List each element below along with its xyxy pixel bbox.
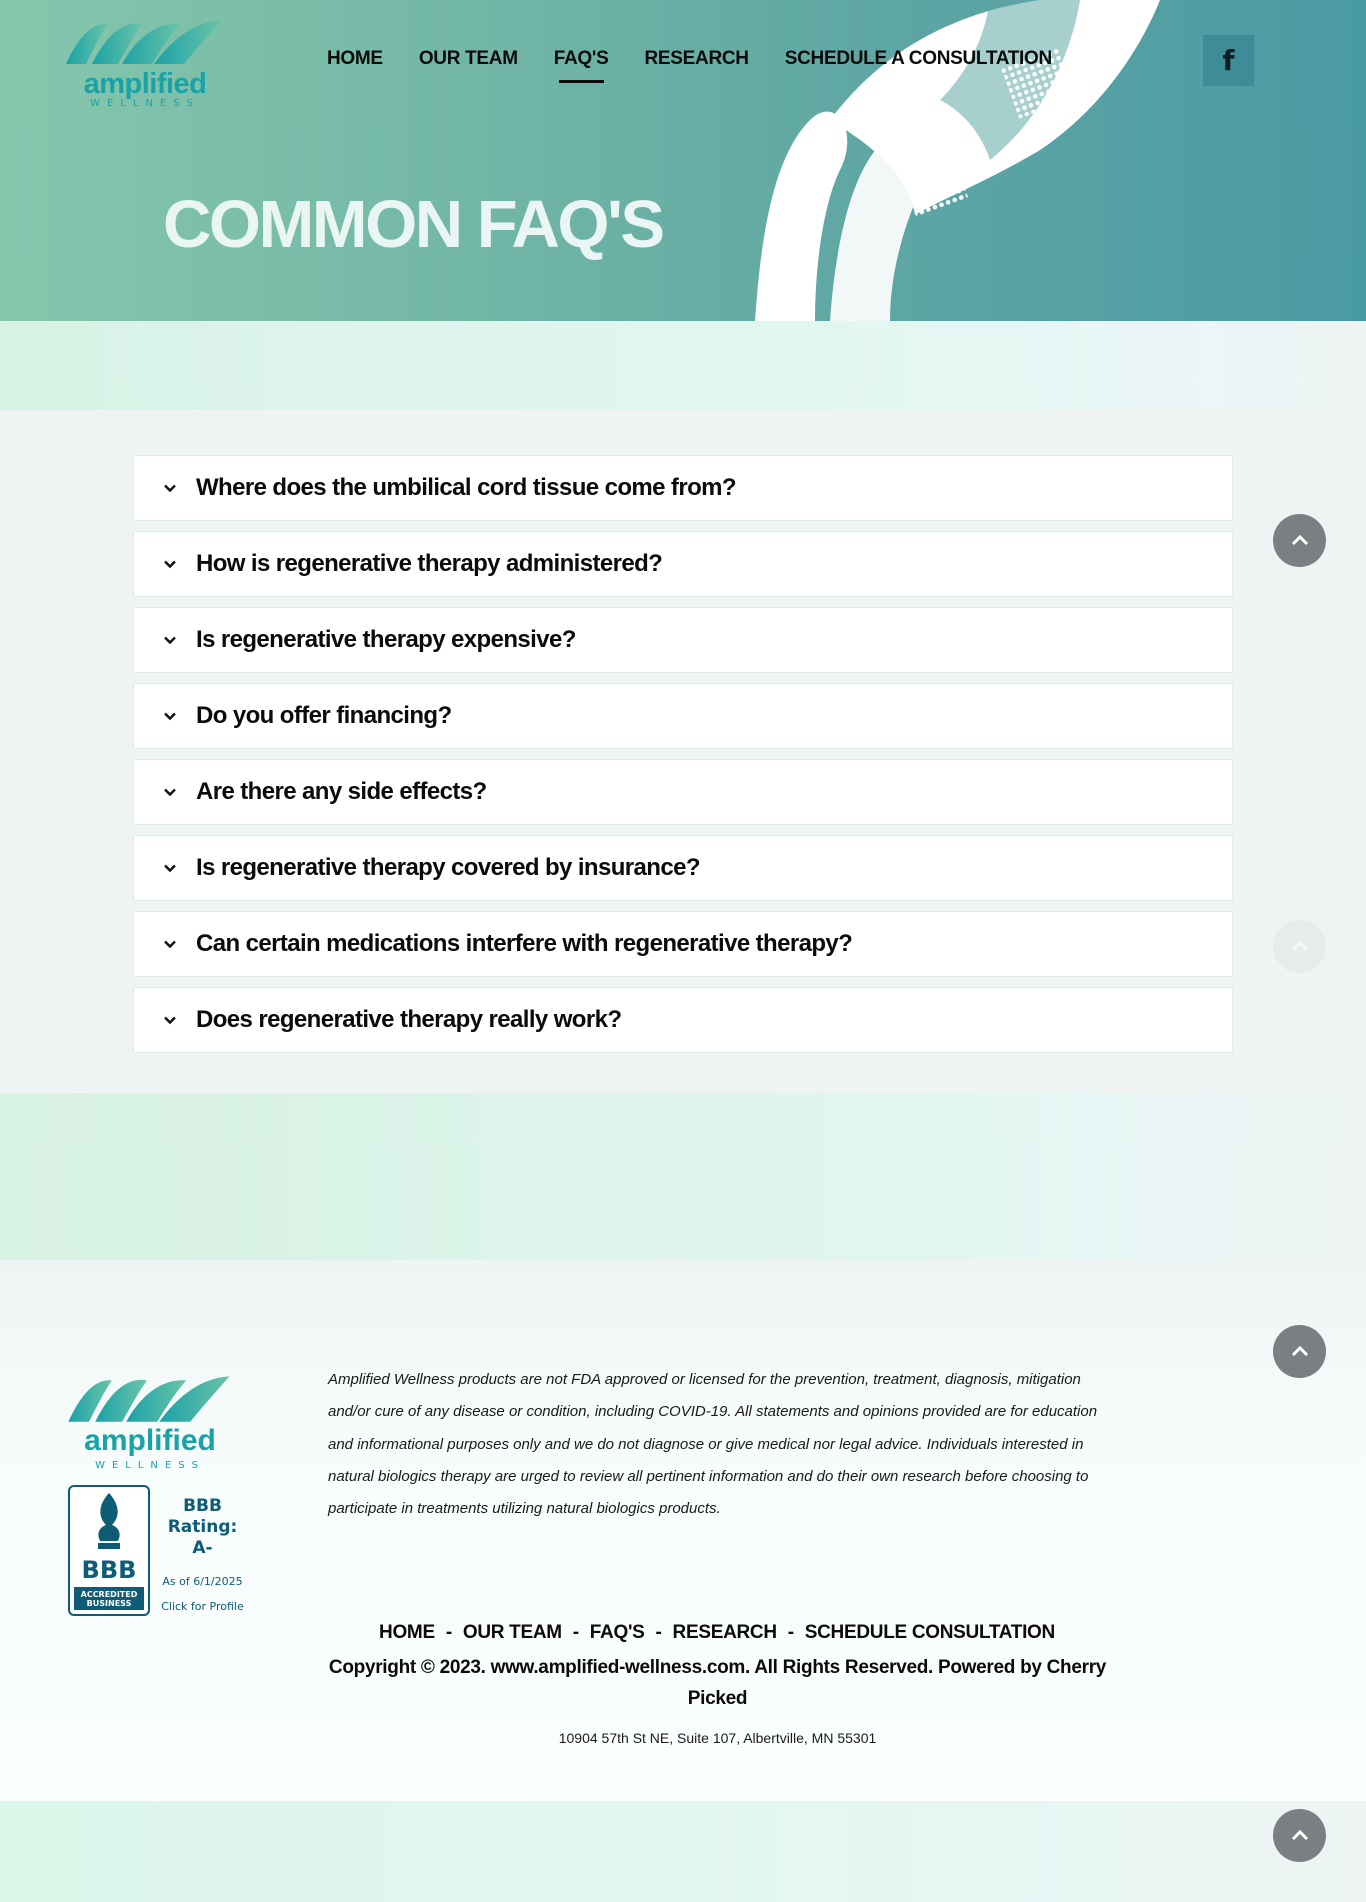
scroll-top-button[interactable] (1273, 920, 1326, 973)
site-footer (0, 1260, 1366, 1801)
chevron-up-icon (1289, 1825, 1311, 1847)
bbb-profile-link[interactable]: Click for Profile (161, 1600, 244, 1613)
faq-question: Are there any side effects? (196, 778, 487, 805)
scroll-top-button[interactable] (1273, 1809, 1326, 1862)
faq-question: How is regenerative therapy administered? (196, 550, 663, 577)
logo-mark-icon (62, 12, 228, 72)
logo-mark-icon (62, 1368, 238, 1430)
faq-item[interactable] (133, 531, 1233, 597)
bbb-accredited-text: ACCREDITED (80, 1590, 138, 1599)
watercolor-band-top (0, 321, 1366, 410)
faq-question: Does regenerative therapy really work? (196, 1006, 622, 1033)
footer-nav-home[interactable]: HOME (379, 1622, 435, 1643)
faq-question: Do you offer financing? (196, 702, 452, 729)
chevron-down-icon (162, 1012, 178, 1028)
nav-research[interactable]: RESEARCH (644, 48, 749, 69)
chevron-up-icon (1289, 936, 1311, 958)
page-title: COMMON FAQ'S (163, 187, 663, 262)
bbb-badge-text: BBB (81, 1556, 137, 1584)
footer-nav-separator: - (572, 1622, 579, 1643)
footer-nav-separator: - (445, 1622, 452, 1643)
faq-item[interactable] (133, 455, 1233, 521)
scroll-top-button[interactable] (1273, 514, 1326, 567)
nav-schedule-consultation[interactable]: SCHEDULE A CONSULTATION (784, 48, 1052, 69)
nav-home[interactable]: HOME (327, 48, 383, 69)
footer-nav-our-team[interactable]: OUR TEAM (462, 1622, 562, 1643)
faq-item[interactable] (133, 911, 1233, 977)
faq-item[interactable] (133, 607, 1233, 673)
chevron-down-icon (162, 480, 178, 496)
faq-question: Is regenerative therapy expensive? (196, 626, 576, 653)
copyright: Copyright © 2023. www.amplified-wellness.com. All Rights Reserved. Powered by Cherry Picked (328, 1657, 1107, 1709)
logo-wordmark: amplified (83, 68, 207, 100)
address: 10904 57th St NE, Suite 107, Albertville, MN 55301 (558, 1730, 877, 1746)
watercolor-band-middle (0, 1093, 1366, 1260)
bbb-rating-block[interactable] (155, 1496, 250, 1619)
bbb-business-text: BUSINESS (86, 1599, 132, 1608)
footer-nav-research[interactable]: RESEARCH (672, 1622, 777, 1643)
scroll-top-button[interactable] (1273, 1325, 1326, 1378)
logo-tagline: WELLNESS (95, 1460, 205, 1471)
chevron-down-icon (162, 556, 178, 572)
chevron-down-icon (162, 936, 178, 952)
chevron-down-icon (162, 860, 178, 876)
faq-item[interactable] (133, 683, 1233, 749)
watercolor-band-bottom (0, 1801, 1366, 1902)
facebook-icon[interactable]: f (1203, 35, 1254, 86)
footer-nav-faqs[interactable]: FAQ'S (589, 1622, 645, 1643)
logo-tagline: WELLNESS (90, 98, 200, 109)
nav-our-team[interactable]: OUR TEAM (418, 48, 518, 69)
faq-accordion (133, 455, 1233, 1063)
faq-item[interactable] (133, 835, 1233, 901)
bbb-torch-icon (70, 1487, 148, 1614)
brand-logo[interactable] (62, 12, 228, 110)
logo-wordmark: amplified (84, 1424, 216, 1457)
main-nav (327, 48, 1052, 70)
chevron-down-icon (162, 784, 178, 800)
bbb-as-of: As of 6/1/2025 (162, 1575, 243, 1588)
hero-header (0, 0, 1366, 321)
faq-question: Where does the umbilical cord tissue come from? (196, 474, 736, 501)
faq-item[interactable] (133, 987, 1233, 1053)
footer-logo[interactable] (62, 1368, 238, 1478)
faq-question: Can certain medications interfere with regenerative therapy? (196, 930, 853, 957)
chevron-up-icon (1289, 530, 1311, 552)
chevron-up-icon (1289, 1341, 1311, 1363)
bbb-badge[interactable] (68, 1485, 150, 1616)
faq-item[interactable] (133, 759, 1233, 825)
chevron-down-icon (162, 708, 178, 724)
footer-nav-separator: - (655, 1622, 662, 1643)
footer-nav (0, 1622, 1366, 1644)
nav-faqs[interactable]: FAQ'S (553, 48, 609, 69)
footer-nav-schedule-consultation[interactable]: SCHEDULE CONSULTATION (804, 1622, 1055, 1643)
fda-disclaimer: Amplified Wellness products are not FDA approved or licensed for the prevention, treatment, diagnosis, mitigation and/or cure of any disease or condition, including COVID-19. All statements and opinions provided are for education and informational purposes only and we do not diagnose or give medical nor legal advice. Individuals interested in natural biologics therapy are urged to review all pertinent information and do their own research before choosing to participate in treatments utilizing natural biologics products. (328, 1371, 1098, 1518)
chevron-down-icon (162, 632, 178, 648)
faq-question: Is regenerative therapy covered by insurance? (196, 854, 700, 881)
footer-nav-separator: - (787, 1622, 794, 1643)
bbb-rating: BBB Rating: A- (167, 1496, 238, 1558)
